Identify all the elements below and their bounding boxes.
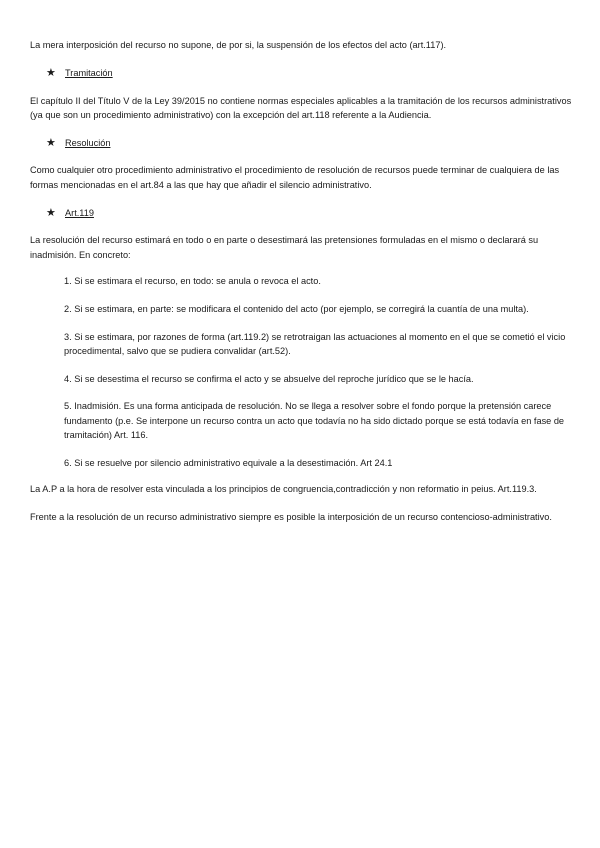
paragraph-tramitacion: El capítulo II del Título V de la Ley 39/2015 no contiene normas especiales aplicables a la tramitación de los recursos administrativos (ya que son un procedimiento administrativo) con la excepción del art.118 referente a la Audiencia. <box>30 95 572 120</box>
list-item: 1. Si se estimara el recurso, en todo: se anula o revoca el acto. <box>64 275 321 286</box>
star-bullet-icon: ★ <box>46 67 56 80</box>
heading-art119 <box>46 206 575 220</box>
heading-title: Art.119 <box>65 208 94 219</box>
list-item: 4. Si se desestima el recurso se confirma el acto y se absuelve del reproche jurídico que se le hacía. <box>64 373 474 384</box>
paragraph-principios: La A.P a la hora de resolver esta vinculada a los principios de congruencia,contradicción y non reformatio in peius. Art.119.3. <box>30 484 537 495</box>
star-bullet-icon: ★ <box>46 137 56 150</box>
heading-resolucion <box>46 136 575 150</box>
document-page <box>30 38 575 539</box>
list-item: 2. Si se estimara, en parte: se modificara el contenido del acto (por ejemplo, se corregirá la cuantía de una multa). <box>64 303 529 314</box>
list-item: 3. Si se estimara, por razones de forma (art.119.2) se retrotraigan las actuaciones al momento en el que se cometió el vicio procedimental, salvo que se pudiera convalidar (art.52). <box>64 331 566 356</box>
list-item: 5. Inadmisión. Es una forma anticipada de resolución. No se llega a resolver sobre el fondo porque la pretensión carece fundamento (p.e. Se interpone un recurso contra un acto que todavía no ha sido dictado porque se está todavía en fase de tramitación) Art. 116. <box>64 401 565 441</box>
paragraph-art119-intro: La resolución del recurso estimará en todo o en parte o desestimará las pretensiones formuladas en el mismo o declarará su inadmisión. En concreto: <box>30 235 539 260</box>
paragraph-resolucion: Como cualquier otro procedimiento administrativo el procedimiento de resolución de recursos puede terminar de cualquiera de las formas mencionadas en el art.84 a las que hay que añadir el silencio administrativo. <box>30 165 560 190</box>
paragraph-contencioso: Frente a la resolución de un recurso administrativo siempre es posible la interposición de un recurso contencioso-administrativo. <box>30 512 552 523</box>
list-item: 6. Si se resuelve por silencio administrativo equivale a la desestimación. Art 24.1 <box>64 457 393 468</box>
heading-title: Tramitación <box>65 68 113 79</box>
star-bullet-icon: ★ <box>46 207 56 220</box>
heading-tramitacion <box>46 66 575 80</box>
resolution-list <box>64 274 575 470</box>
paragraph-suspension: La mera interposición del recurso no supone, de por si, la suspensión de los efectos del acto (art.117). <box>30 40 447 50</box>
heading-title: Resolución <box>65 138 111 149</box>
